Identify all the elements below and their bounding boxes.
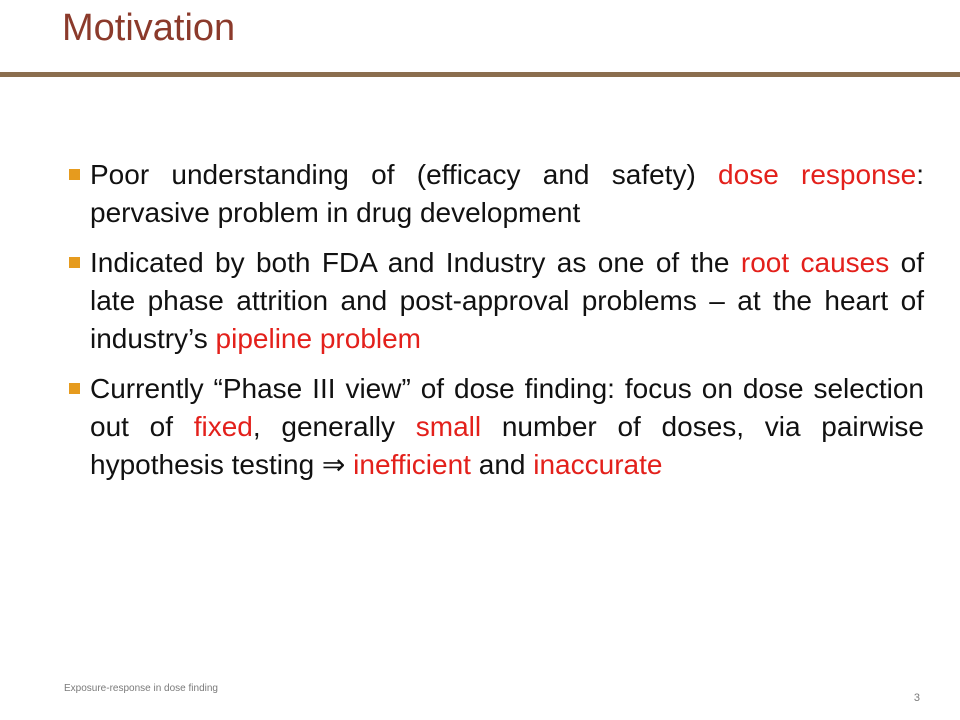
bullet-text: Poor understanding of (efficacy and safety) <box>90 159 719 190</box>
page-number: 3 <box>913 692 920 704</box>
title-divider <box>0 72 960 77</box>
bullet-text: number of doses, via pairwise hypothesis testing <box>90 411 924 480</box>
highlighted-term: fixed <box>193 411 253 442</box>
bullet-item <box>64 156 924 232</box>
highlighted-term: pipeline problem <box>215 323 422 354</box>
highlighted-term: inefficient <box>353 449 471 480</box>
slide-footer: Exposure-response in dose finding <box>64 683 218 694</box>
bullet-square-icon <box>69 383 80 394</box>
slide-title: Motivation <box>62 7 236 49</box>
highlighted-term: root causes <box>740 247 890 278</box>
bullet-text: of late phase attrition and post-approval problems – at the heart of industry’s <box>90 247 925 354</box>
bullet-item <box>64 370 924 484</box>
bullet-text: , generally <box>252 411 416 442</box>
bullet-item <box>64 244 924 358</box>
bullet-list <box>64 156 924 496</box>
bullet-square-icon <box>69 169 80 180</box>
bullet-text: Indicated by both FDA and Industry as one of the <box>90 247 741 278</box>
highlighted-term: dose response <box>718 159 917 190</box>
highlighted-term: small <box>415 411 482 442</box>
implies-arrow-icon: ⇒ <box>321 449 346 480</box>
highlighted-term: inaccurate <box>533 449 663 480</box>
bullet-text <box>345 449 353 480</box>
bullet-text: and <box>470 449 534 480</box>
bullet-square-icon <box>69 257 80 268</box>
bullet-text: Currently “Phase III view” of dose finding: focus on dose selection out of <box>90 373 924 442</box>
bullet-text: : pervasive problem in drug development <box>90 159 924 228</box>
